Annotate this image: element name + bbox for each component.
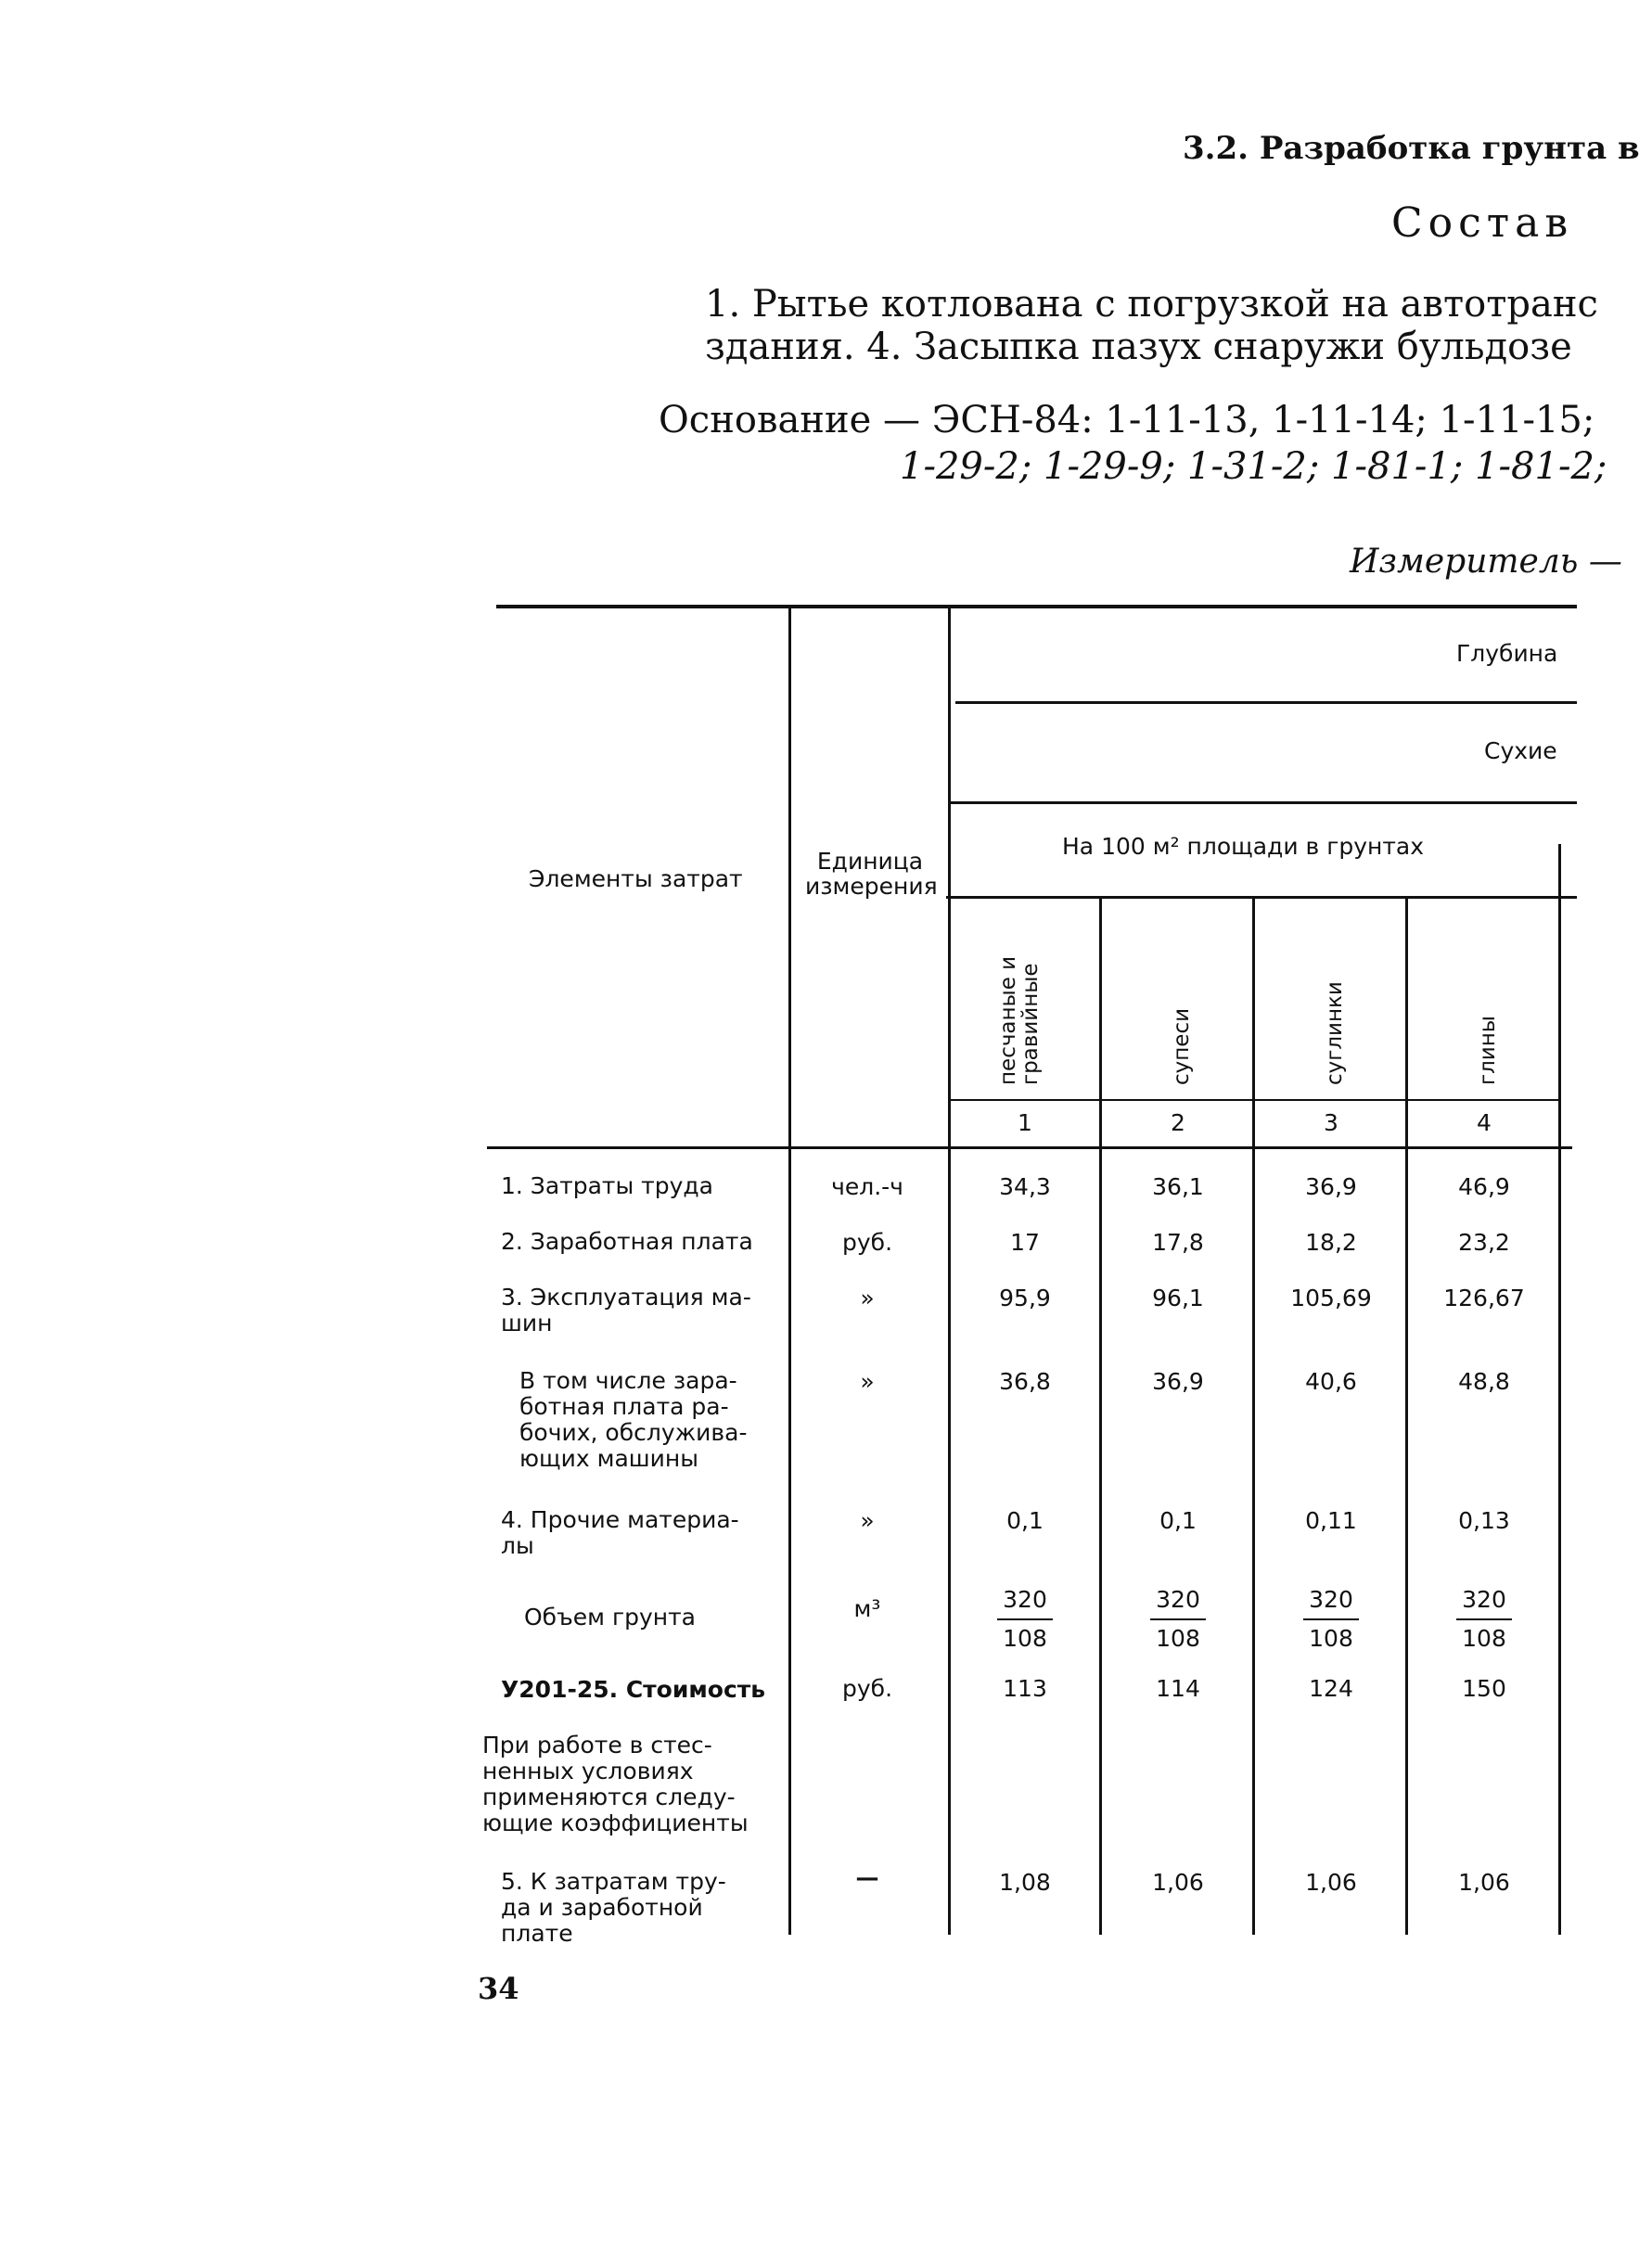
head-depth: Глубина — [1456, 640, 1558, 667]
row-volume-val-3-top: 320 — [1309, 1586, 1353, 1613]
row-4-val-1: 0,1 — [1006, 1507, 1044, 1534]
row-2-val-2: 17,8 — [1152, 1229, 1204, 1256]
head-soil-1: песчаные и гравийные — [996, 955, 1043, 1085]
row-3-unit: » — [860, 1285, 875, 1311]
composition-line-1: 1. Рытье котлована с погрузкой на автотранс — [705, 283, 1598, 326]
head-soil-4: глины — [1476, 1016, 1500, 1085]
row-1-val-3: 36,9 — [1305, 1173, 1357, 1200]
head-soil-3: суглинки — [1323, 981, 1347, 1085]
basis-line-1: Основание — ЭСН-84: 1-11-13, 1-11-14; 1-11-15; — [659, 399, 1595, 441]
row-volume-val-1-bottom: 108 — [1003, 1625, 1047, 1652]
row-cost-val-2: 114 — [1156, 1675, 1200, 1702]
row-note-label: При работе в стес- ненных условиях применяются следу- ющие коэффициенты — [482, 1732, 749, 1836]
row-3a-label: В том числе зара- ботная плата ра- бочих, обслужива- ющих машины — [519, 1367, 748, 1472]
row-1-val-2: 36,1 — [1152, 1173, 1204, 1200]
depth-rule — [955, 701, 1577, 704]
row-1-val-4: 46,9 — [1458, 1173, 1510, 1200]
col-divider-unit — [788, 608, 791, 1935]
row-cost-unit: руб. — [841, 1675, 893, 1702]
row-volume-unit: м³ — [853, 1595, 881, 1622]
fraction-bar — [1150, 1618, 1206, 1620]
row-4-val-2: 0,1 — [1159, 1507, 1197, 1534]
row-3a-unit: » — [860, 1368, 875, 1395]
row-5-val-1: 1,08 — [999, 1869, 1051, 1896]
page-number: 34 — [478, 1971, 519, 2006]
col-divider-2 — [1099, 898, 1102, 1935]
row-volume-val-4-bottom: 108 — [1462, 1625, 1506, 1652]
row-3a-val-1: 36,8 — [999, 1368, 1051, 1395]
head-unit-text: Единица измерения — [805, 848, 938, 900]
row-5-val-2: 1,06 — [1152, 1869, 1204, 1896]
row-2-unit: руб. — [841, 1229, 893, 1256]
row-4-val-3: 0,11 — [1305, 1507, 1357, 1534]
row-1-label: 1. Затраты труда — [501, 1172, 713, 1199]
col-divider-values — [948, 608, 951, 1935]
row-2-label: 2. Заработная плата — [501, 1228, 753, 1255]
row-5-val-3: 1,06 — [1305, 1869, 1357, 1896]
row-4-unit: » — [860, 1507, 875, 1534]
col-divider-3 — [1252, 898, 1255, 1935]
head-elements: Элементы затрат — [529, 865, 743, 892]
row-4-label: 4. Прочие материа- лы — [501, 1506, 739, 1559]
row-3-val-2: 96,1 — [1152, 1285, 1204, 1311]
row-5-unit: — — [855, 1864, 879, 1891]
section-title: 3.2. Разработка грунта в — [1183, 130, 1640, 167]
dry-rule — [951, 801, 1577, 804]
row-2-val-4: 23,2 — [1458, 1229, 1510, 1256]
row-1-val-1: 34,3 — [999, 1173, 1051, 1200]
head-area: На 100 м² площади в грунтах — [1062, 833, 1425, 860]
col-number-1: 1 — [1018, 1109, 1032, 1136]
col-number-2: 2 — [1171, 1109, 1185, 1136]
row-5-val-4: 1,06 — [1458, 1869, 1510, 1896]
composition-line-2: здания. 4. Засыпка пазух снаружи бульдозе — [705, 326, 1572, 368]
head-dry: Сухие — [1484, 737, 1557, 764]
row-cost-label: У201-25. Стоимость — [501, 1676, 766, 1703]
row-3a-val-3: 40,6 — [1305, 1368, 1357, 1395]
row-2-val-3: 18,2 — [1305, 1229, 1357, 1256]
composition-text — [705, 283, 1598, 368]
row-cost-val-1: 113 — [1003, 1675, 1047, 1702]
row-cost-val-4: 150 — [1462, 1675, 1506, 1702]
row-3-val-3: 105,69 — [1290, 1285, 1372, 1311]
row-volume-val-1-top: 320 — [1003, 1586, 1047, 1613]
row-2-val-1: 17 — [1010, 1229, 1040, 1256]
fraction-bar — [1303, 1618, 1359, 1620]
area-rule — [946, 896, 1577, 899]
head-unit — [805, 848, 938, 900]
head-soil-2: супеси — [1170, 1007, 1194, 1085]
row-volume-val-3-bottom: 108 — [1309, 1625, 1353, 1652]
row-3a-val-4: 48,8 — [1458, 1368, 1510, 1395]
table-top-rule — [496, 605, 1577, 608]
row-volume-val-4-top: 320 — [1462, 1586, 1506, 1613]
row-3-val-4: 126,67 — [1443, 1285, 1525, 1311]
fraction-bar — [997, 1618, 1053, 1620]
row-volume-val-2-top: 320 — [1156, 1586, 1200, 1613]
row-4-val-4: 0,13 — [1458, 1507, 1510, 1534]
fraction-bar — [1456, 1618, 1512, 1620]
row-3a-val-2: 36,9 — [1152, 1368, 1204, 1395]
col-number-4: 4 — [1477, 1109, 1492, 1136]
page-title: Состав — [1391, 199, 1574, 247]
row-volume-label: Объем грунта — [524, 1604, 696, 1631]
row-5-label: 5. К затратам тру- да и заработной плате — [501, 1868, 726, 1947]
basis-line-2: 1-29-2; 1-29-9; 1-31-2; 1-81-1; 1-81-2; — [900, 445, 1607, 488]
row-3-label: 3. Эксплуатация ма- шин — [501, 1284, 751, 1337]
row-volume-val-2-bottom: 108 — [1156, 1625, 1200, 1652]
header-bottom-rule — [487, 1146, 1572, 1149]
col-divider-4 — [1405, 898, 1408, 1935]
col-divider-right — [1558, 844, 1561, 1935]
row-1-unit: чел.-ч — [831, 1173, 903, 1200]
measurer-label: Измеритель — — [1350, 543, 1622, 581]
col-number-3: 3 — [1324, 1109, 1338, 1136]
row-3-val-1: 95,9 — [999, 1285, 1051, 1311]
row-cost-val-3: 124 — [1309, 1675, 1353, 1702]
